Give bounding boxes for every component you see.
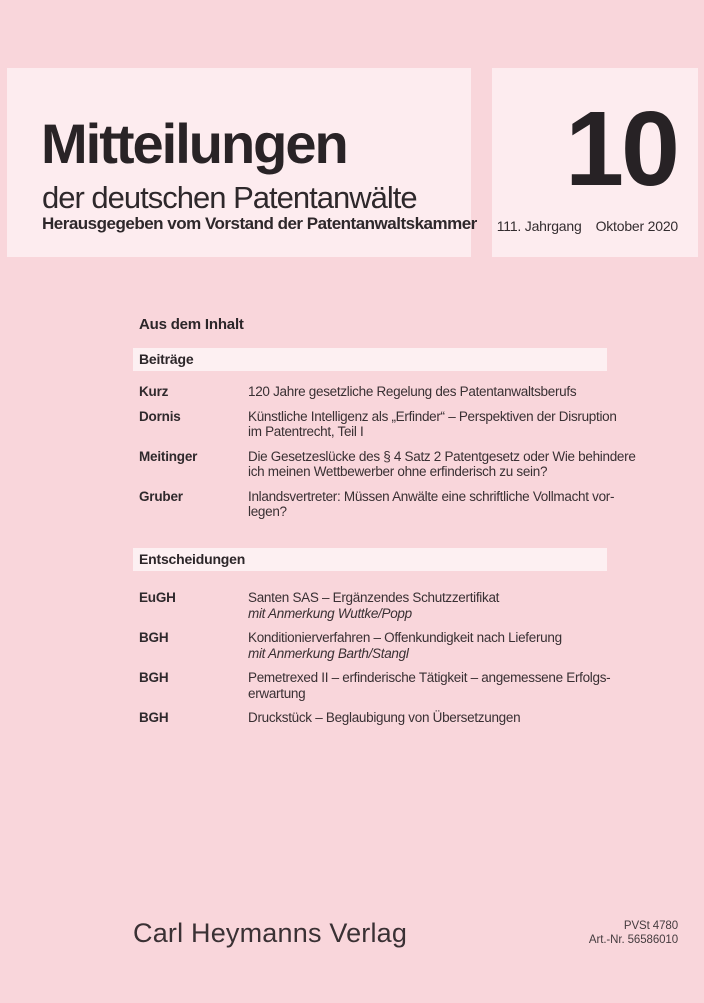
section-band-entscheidungen bbox=[133, 548, 607, 571]
toc-row bbox=[139, 384, 659, 400]
row-title: Die Gesetzeslücke des § 4 Satz 2 Patentgesetz oder Wie behindere ich meinen Wettbewerber ohne erfinderisch zu sein? bbox=[248, 448, 636, 479]
row-title: Künstliche Intelligenz als „Erfinder“ – Perspektiven der Disruption im Patentrecht, Teil I bbox=[248, 408, 617, 439]
publisher-name: Carl Heymanns Verlag bbox=[133, 918, 408, 948]
row-title: Druckstück – Beglaubigung von Übersetzungen bbox=[248, 710, 521, 725]
journal-subtitle: der deutschen Patentanwälte bbox=[42, 180, 417, 215]
section-band-beitraege bbox=[133, 348, 607, 371]
footer-info bbox=[589, 920, 678, 947]
toc-row bbox=[139, 710, 659, 726]
toc-row bbox=[139, 670, 659, 701]
row-court: BGH bbox=[139, 670, 169, 685]
row-title: Pemetrexed II – erfinderische Tätigkeit – angemessene Erfolgs- erwartung bbox=[248, 670, 611, 701]
row-author: Kurz bbox=[139, 384, 169, 399]
toc-section-entscheidungen bbox=[139, 590, 659, 735]
issue-meta bbox=[497, 218, 678, 234]
row-court: BGH bbox=[139, 630, 169, 645]
row-title: Inlandsvertreter: Müssen Anwälte eine schriftliche Vollmacht vor- legen? bbox=[248, 488, 615, 519]
section-title: Beiträge bbox=[139, 351, 194, 367]
row-title: Konditionierverfahren – Offenkundigkeit nach Lieferung bbox=[248, 630, 562, 645]
toc-row bbox=[139, 630, 659, 661]
publisher-line: Herausgegeben vom Vorstand der Patentanwaltskammer bbox=[42, 214, 477, 233]
row-author: Dornis bbox=[139, 408, 181, 424]
journal-title: Mitteilungen bbox=[41, 112, 347, 175]
article-number: Art.-Nr. 56586010 bbox=[588, 933, 678, 946]
issue-date: Oktober 2020 bbox=[595, 218, 678, 234]
row-note: mit Anmerkung Barth/Stangl bbox=[248, 645, 409, 661]
toc-row bbox=[139, 409, 659, 440]
volume-label: 111. Jahrgang bbox=[496, 218, 582, 234]
toc-section-beitraege bbox=[139, 384, 659, 529]
section-title: Entscheidungen bbox=[139, 551, 246, 567]
toc-row bbox=[139, 449, 659, 480]
row-court: EuGH bbox=[139, 590, 176, 605]
toc-row bbox=[139, 489, 659, 520]
row-court: BGH bbox=[139, 710, 169, 725]
row-title: 120 Jahre gesetzliche Regelung des Patentanwaltsberufs bbox=[248, 384, 577, 399]
row-title: Santen SAS – Ergänzendes Schutzzertifikat bbox=[248, 590, 500, 605]
toc-row bbox=[139, 590, 659, 621]
row-author: Gruber bbox=[139, 488, 183, 504]
issue-number: 10 bbox=[565, 90, 677, 208]
pvst-number: PVSt 4780 bbox=[623, 920, 678, 932]
contents-heading: Aus dem Inhalt bbox=[139, 316, 244, 333]
row-author: Meitinger bbox=[139, 448, 198, 464]
row-note: mit Anmerkung Wuttke/Popp bbox=[248, 605, 412, 621]
